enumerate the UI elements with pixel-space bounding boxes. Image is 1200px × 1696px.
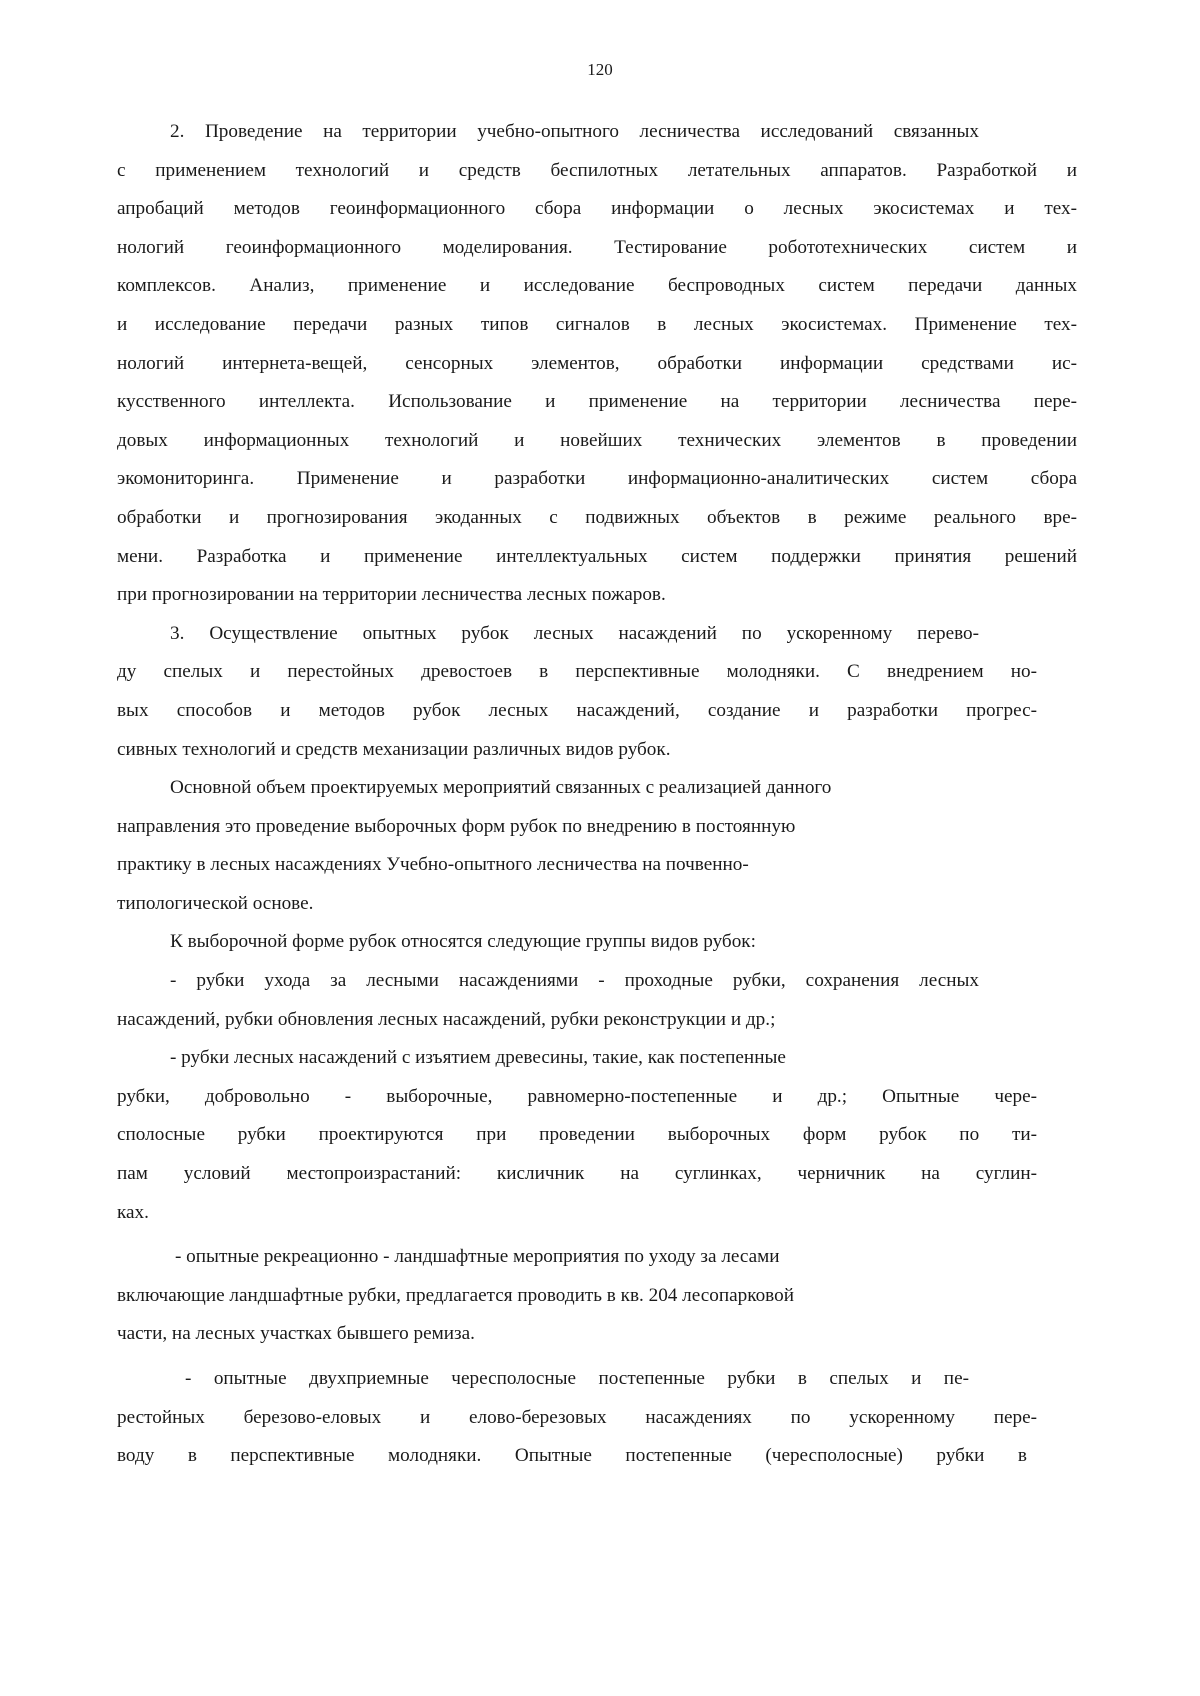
text-line: нологий геоинформационного моделирования. Тестирование робототехнических систем и — [117, 236, 1077, 258]
text-line: Основной объем проектируемых мероприятий связанных с реализацией данного — [170, 777, 832, 799]
text-line: экомониторинга. Применение и разработки информационно-аналитических систем сбора — [117, 468, 1077, 490]
body-text — [117, 113, 1077, 1476]
text-line: апробаций методов геоинформационного сбора информации о лесных экосистемах и тех- — [117, 198, 1077, 220]
text-line: пам условий местопроизрастаний: кисличник на суглинках, черничник на суглин- — [117, 1163, 1037, 1185]
text-line: комплексов. Анализ, применение и исследование беспроводных систем передачи данных — [117, 275, 1077, 297]
text-line: 3. Осуществление опытных рубок лесных насаждений по ускоренному перево- — [170, 622, 979, 644]
text-line: ках. — [117, 1201, 149, 1223]
text-line: ду спелых и перестойных древостоев в перспективные молодняки. С внедрением но- — [117, 661, 1037, 683]
text-line: части, на лесных участках бывшего ремиза. — [117, 1323, 475, 1345]
text-line: рубки, добровольно - выборочные, равномерно-постепенные и др.; Опытные чере- — [117, 1085, 1037, 1107]
text-line: типологической основе. — [117, 892, 314, 914]
text-line: и исследование передачи разных типов сигналов в лесных экосистемах. Применение тех- — [117, 313, 1077, 335]
text-line: рестойных березово-еловых и елово-березовых насаждениях по ускоренному пере- — [117, 1406, 1037, 1428]
text-line: практику в лесных насаждениях Учебно-опытного лесничества на почвенно- — [117, 854, 749, 876]
text-line: - опытные двухприемные чересполосные постепенные рубки в спелых и пе- — [185, 1368, 969, 1389]
text-line: включающие ландшафтные рубки, предлагается проводить в кв. 204 лесопарковой — [117, 1284, 794, 1306]
text-line: направления это проведение выборочных форм рубок по внедрению в постоянную — [117, 815, 796, 837]
text-line: - рубки ухода за лесными насаждениями - проходные рубки, сохранения лесных — [170, 970, 979, 992]
text-line: вых способов и методов рубок лесных насаждений, создание и разработки прогрес- — [117, 699, 1037, 721]
text-line: К выборочной форме рубок относятся следующие группы видов рубок: — [170, 931, 756, 953]
text-line: мени. Разработка и применение интеллектуальных систем поддержки принятия решений — [117, 545, 1077, 567]
text-line: воду в перспективные молодняки. Опытные постепенные (чересполосные) рубки в — [117, 1445, 1027, 1467]
text-line: сивных технологий и средств механизации различных видов рубок. — [117, 738, 671, 760]
text-line: - рубки лесных насаждений с изъятием древесины, такие, как постепенные — [170, 1047, 786, 1069]
text-line: нологий интернета-вещей, сенсорных элементов, обработки информации средствами ис- — [117, 352, 1077, 374]
text-line: насаждений, рубки обновления лесных насаждений, рубки реконструкции и др.; — [117, 1008, 776, 1030]
text-line: - опытные рекреационно - ландшафтные мероприятия по уходу за лесами — [175, 1246, 780, 1268]
text-line: 2. Проведение на территории учебно-опытного лесничества исследований связанных — [170, 121, 979, 142]
text-line: при прогнозировании на территории лесничества лесных пожаров. — [117, 584, 666, 606]
text-line: обработки и прогнозирования экоданных с подвижных объектов в режиме реального вре- — [117, 506, 1077, 528]
text-line: с применением технологий и средств беспилотных летательных аппаратов. Разработкой и — [117, 159, 1077, 181]
text-line: кусственного интеллекта. Использование и применение на территории лесничества пере- — [117, 391, 1077, 413]
text-line: довых информационных технологий и новейших технических элементов в проведении — [117, 429, 1077, 451]
text-line: сполосные рубки проектируются при проведении выборочных форм рубок по ти- — [117, 1124, 1037, 1146]
page-number: 120 — [587, 60, 613, 79]
